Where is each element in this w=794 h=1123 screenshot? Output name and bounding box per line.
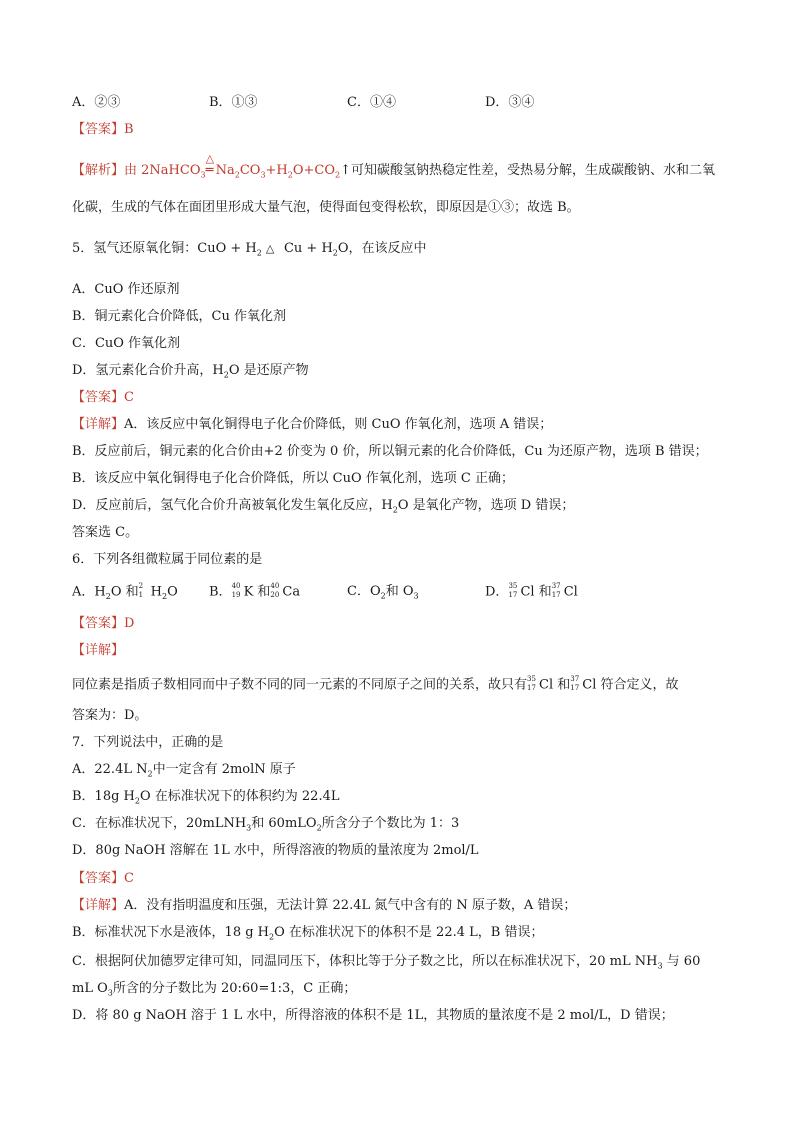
q6-option-c: C．$O_2$和 $O_3$ [347,584,419,601]
q5-option-a: A．CuO 作还原剂 [72,282,180,297]
q4-analysis-line2: 化碳，生成的气体在面团里形成大量气泡，使得面包变得松软，即原因是①③；故选 B。 [72,200,580,215]
q7-detail-3: C．根据阿伏加德罗定律可知，同温同压下，体积比等于分子数之比，所以在标准状况下，20 mL $NH_3$ 与 60 [72,954,701,971]
q5-stem: 5．氢气还原氧化铜：CuO + $H_2$ △ $Cu + H_2O$，在该反应中 [72,241,427,258]
q4-option-b: B．①③ [209,95,258,110]
q5-option-c: C．CuO 作氧化剂 [72,336,181,351]
q7-answer: 【答案】C [72,871,134,886]
q5-option-d: D．氢元素化合价升高，$H_2O$ 是还原产物 [72,363,309,380]
q7-option-a: A．22.4L $N_2$中一定含有 2molN 原子 [72,762,296,779]
q4-answer: 【答案】B [72,122,134,137]
q7-detail-4: mL $O_3$所含的分子数比为 20:60=1:3，C 正确； [72,981,357,998]
q4-option-c: C．①④ [347,95,396,110]
q4-analysis-line1: 【解析】由 2NaHCO$_3$ △ ═ $Na_2CO_3+H_2O+CO_2↑$可知碳酸氢钠热稳定性差，受热易分解，生成碳酸钠、水和二氧 [72,152,716,180]
q5-answer: 【答案】C [72,390,134,405]
q6-detail-1: 同位素是指质子数相同而中子数不同的同一元素的不同原子之间的关系，故只有 35 17 Cl 和 37 17 Cl 符合定义，故 [72,675,679,693]
q7-option-c: C．在标准状况下，20mLNH$_3$和 60mLO$_2$所含分子个数比为 1：3 [72,816,460,833]
q7-stem: 7．下列说法中，正确的是 [72,735,224,750]
q7-option-b: B．18g $H_2O$ 在标准状况下的体积约为 22.4L [72,789,340,806]
q4-option-a: A．②③ [72,95,121,110]
q6-option-b: B． 40 19 K 和 40 20 Ca [209,582,301,600]
q7-detail-2: B．标准状况下水是液体，18 g $H_2O$ 在标准状况下的体积不是 22.4 L，B 错误； [72,925,544,942]
q6-stem: 6．下列各组微粒属于同位素的是 [72,552,263,567]
q5-detail-3: B．该反应中氧化铜得电子化合价降低，所以 CuO 作氧化剂，选项 C 正确； [72,471,515,486]
q4-option-d: D．③④ [485,95,535,110]
q6-detail-tag: 【详解】 [72,643,125,658]
q5-detail-5: 答案选 C。 [72,525,139,540]
q5-option-b: B．铜元素化合价降低，Cu 作氧化剂 [72,309,287,324]
q5-detail-1: 【详解】A．该反应中氧化铜得电子化合价降低，则 CuO 作氧化剂，选项 A 错误； [72,417,553,432]
q7-option-d: D．80g NaOH 溶解在 1L 水中，所得溶液的物质的量浓度为 2mol/L [72,843,479,858]
q6-option-a: A．$H_2O$ 和 2 1 $H_2O$ [72,582,178,602]
q5-detail-4: D．反应前后，氢气化合价升高被氧化发生氧化反应，$H_2O$ 是氧化产物，选项 D 错误； [72,498,575,515]
q7-detail-1: 【详解】A．没有指明温度和压强，无法计算 22.4L 氮气中含有的 N 原子数，A 错误； [72,898,577,913]
q5-detail-2: B．反应前后，铜元素的化合价由+2 价变为 0 价，所以铜元素的化合价降低，Cu 为还原产物，选项 B 错误； [72,444,708,459]
q7-detail-5: D．将 80 g NaOH 溶于 1 L 水中，所得溶液的体积不是 1L，其物质的量浓度不是 2 mol/L，D 错误； [72,1008,674,1023]
q6-answer: 【答案】D [72,616,135,631]
q6-option-d: D． 35 17 Cl 和 37 17 Cl [485,582,578,600]
q6-detail-2: 答案为：D。 [72,708,148,723]
